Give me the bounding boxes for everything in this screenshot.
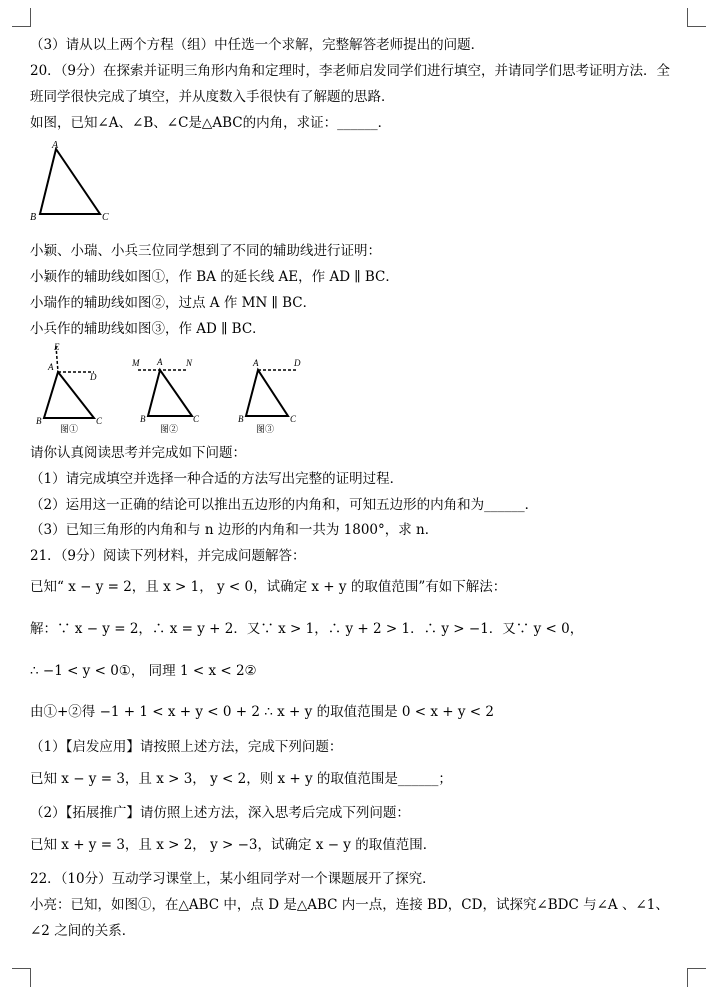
- figure-1-caption: 图①: [60, 424, 79, 434]
- q22-xiaoliang-line1: 小亮：已知，如图①，在△ABC 中，点 D 是△ABC 内一点，连接 BD，CD，试探究∠BDC 与∠A 、∠1、: [30, 897, 669, 913]
- svg-text:E: E: [54, 342, 60, 352]
- figure-2: [130, 354, 210, 436]
- triangle-abc: [40, 149, 100, 214]
- q22-stem: 22．（10分）互动学习课堂上，某小组同学对一个课题展开了探究．: [30, 871, 436, 887]
- figure-3: [236, 354, 316, 436]
- svg-text:B: B: [140, 414, 146, 424]
- q20-part1: （1）请完成填空并选择一种合适的方法写出完整的证明过程．: [30, 471, 404, 487]
- q20-part3: （3）已知三角形的内角和与 n 边形的内角和一共为 1800°，求 n．: [30, 522, 439, 538]
- svg-text:N: N: [186, 358, 193, 368]
- svg-text:C: C: [290, 414, 297, 424]
- q22-xiaoliang-line2: ∠2 之间的关系．: [30, 923, 136, 939]
- label-b: B: [30, 212, 37, 223]
- q20-part2: （2）运用这一正确的结论可以推出五边形的内角和，可知五边形的内角和为______．: [30, 497, 539, 513]
- svg-text:A: A: [48, 362, 54, 372]
- q21-part1-title: （1）【启发应用】请按照上述方法，完成下列问题：: [30, 739, 343, 755]
- q21-solution-line1: 解：∵ x − y = 2，∴ x = y + 2．又∵ x > 1，∴ y + 2 > 1．∴ y > −1．又∵ y < 0，: [30, 621, 584, 637]
- figure-2-caption: 图②: [160, 424, 179, 434]
- crop-mark-bottom-right: [687, 968, 706, 987]
- svg-text:D: D: [90, 372, 97, 382]
- q21-stem: 21．（9分）阅读下列材料，并完成问题解答：: [30, 548, 306, 564]
- svg-text:D: D: [294, 358, 301, 368]
- q19-part3: （3）请从以上两个方程（组）中任选一个求解，完整解答老师提出的问题．: [30, 37, 485, 53]
- svg-text:B: B: [36, 416, 42, 426]
- q21-given: 已知“ x − y = 2，且 x > 1， y < 0，试确定 x + y 的取值范围”有如下解法：: [30, 579, 507, 595]
- q20-xiaobing: 小兵作的辅助线如图③，作 AD ∥ BC．: [30, 321, 266, 337]
- crop-mark-top-right: [687, 8, 706, 27]
- label-c: C: [102, 212, 109, 223]
- q21-part2-title: （2）【拓展推广】请仿照上述方法，深入思考后完成下列问题：: [30, 805, 410, 821]
- svg-text:M: M: [132, 358, 140, 368]
- q20-stem-line2: 班同学很快完成了填空，并从度数入手很快有了解题的思路．: [30, 89, 395, 105]
- svg-text:C: C: [96, 416, 103, 426]
- q20-read-prompt: 请你认真阅读思考并完成如下问题：: [30, 445, 246, 461]
- q20-xiaorui: 小瑞作的辅助线如图②，过点 A 作 MN ∥ BC．: [30, 295, 317, 311]
- q21-part2-question: 已知 x + y = 3，且 x > 2， y > −3，试确定 x − y 的取值范围．: [30, 837, 437, 853]
- svg-text:C: C: [193, 414, 200, 424]
- q20-intro-aux: 小颖、小瑞、小兵三位同学想到了不同的辅助线进行证明：: [30, 243, 381, 259]
- q20-xiaoying: 小颖作的辅助线如图①，作 BA 的延长线 AE，作 AD ∥ BC．: [30, 269, 399, 285]
- triangle-abc-figure: [28, 140, 118, 225]
- q20-given: 如图，已知∠A、∠B、∠C是△ABC的内角，求证：______．: [30, 115, 392, 131]
- figure-1: [34, 340, 114, 435]
- q21-solution-line2: ∴ −1 < y < 0①， 同理 1 < x < 2②: [30, 663, 257, 679]
- crop-mark-top-left: [12, 8, 31, 27]
- crop-mark-bottom-left: [12, 968, 31, 987]
- q21-solution-line3: 由①+②得 −1 + 1 < x + y < 0 + 2 ∴ x + y 的取值范围是 0 < x + y < 2: [30, 704, 494, 720]
- svg-text:A: A: [253, 358, 259, 368]
- label-a: A: [52, 140, 59, 151]
- q21-part1-question: 已知 x − y = 3，且 x > 3， y < 2，则 x + y 的取值范围是______；: [30, 771, 452, 787]
- svg-text:B: B: [238, 414, 244, 424]
- figure-3-caption: 图③: [256, 424, 275, 434]
- q20-stem-line1: 20．（9分）在探索并证明三角形内角和定理时，李老师启发同学们进行填空，并请同学们思考证明方法．全: [30, 63, 671, 79]
- svg-text:A: A: [157, 357, 163, 367]
